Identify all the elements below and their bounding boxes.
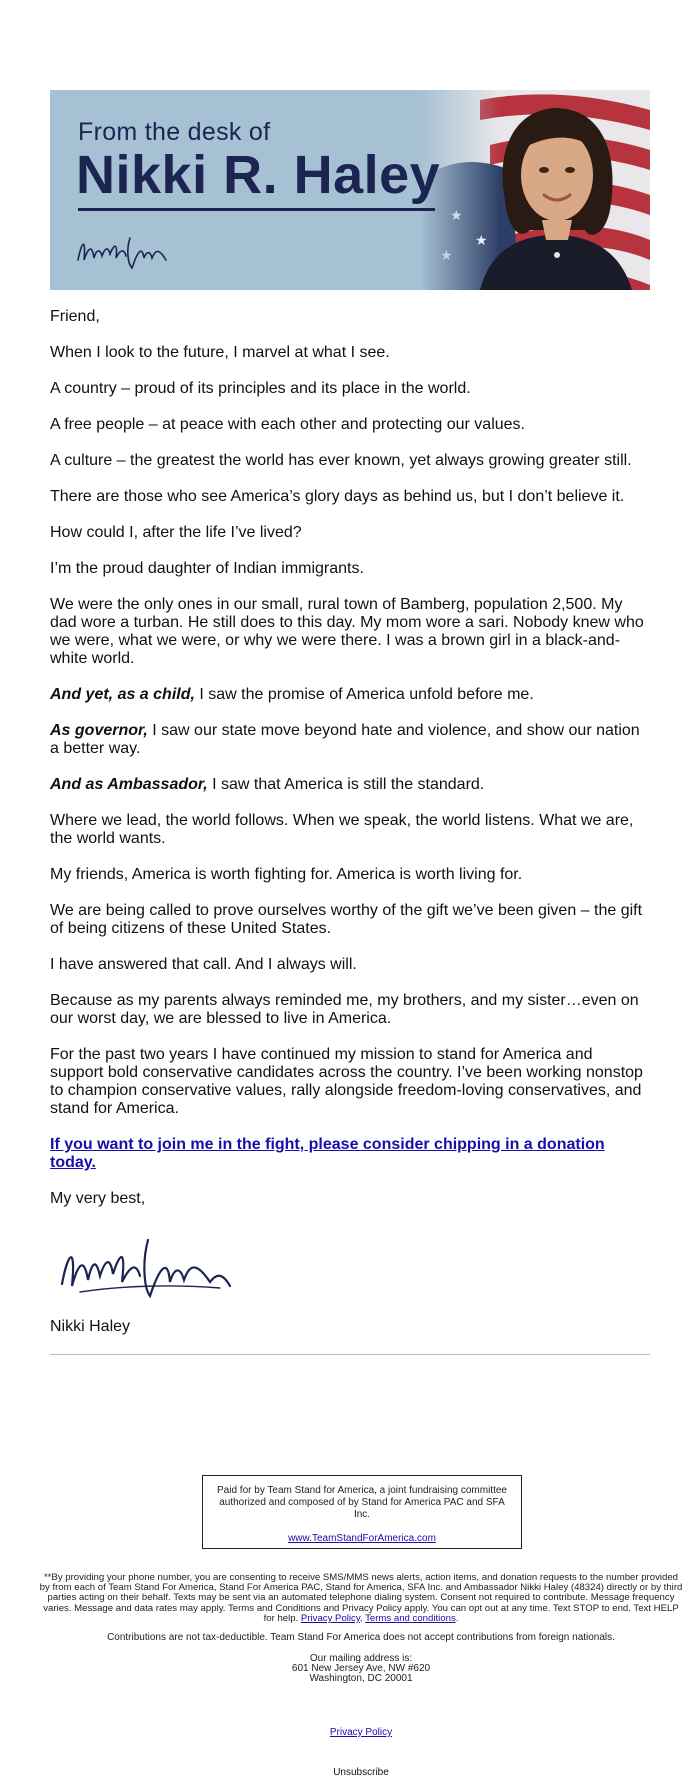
letter-paragraph: Where we lead, the world follows. When we speak, the world listens. What we are, the world wants. [50,812,634,847]
privacy-policy-link[interactable]: Privacy Policy [329,1727,393,1738]
website-link[interactable]: www.TeamStandForAmerica.com [288,1533,436,1544]
legal-period: . [455,1612,459,1624]
emphasis-text: As governor, [50,722,148,739]
address-line2: Washington, DC 20001 [309,1673,413,1684]
legal-privacy-policy-link[interactable]: Privacy Policy [300,1612,360,1624]
content-divider [50,1354,650,1355]
banner-name-text: Nikki R. Haley [76,145,441,205]
letter-paragraph: A free people – at peace with each other and protecting our values. [50,416,525,433]
letter-closing: My very best, [50,1190,146,1207]
terms-conditions-link[interactable]: Terms and conditions [365,1612,456,1624]
letter-paragraph: A culture – the greatest the world has ever known, yet always growing greater still. [50,452,632,469]
paragraph-text: I saw our state move beyond hate and violence, and show our nation a better way. [50,722,640,757]
legal-body: **By providing your phone number, you are consenting to receive SMS/MMS news alerts, action items, and donation requests to the number provided by from each of Team Stand For America, Stand For America PAC, Stand for America, SFA Inc. and Ambassador Nikki Haley (48324) directly or by third parties acting on their behalf. Texts may be sent via an automated telephone dialing system. Consent not required to contribute. Message frequency varies. Message and data rates may apply. Terms and Conditions and Privacy Policy apply. You can opt out at any time. Text STOP to end. Text HELP for help. [39,1572,683,1624]
address-line1: 601 New Jersey Ave, NW #620 [291,1663,431,1674]
letter-paragraph: I have answered that call. And I always will. [50,956,357,973]
letter-paragraph: I’m the proud daughter of Indian immigrants. [50,560,364,577]
unsubscribe-link[interactable]: Unsubscribe [333,1767,389,1778]
letter-paragraph: We were the only ones in our small, rural town of Bamberg, population 2,500. My dad wore a turban. He still does to this day. My mom wore a sari. Nobody knew who we were, what we were, or why we were there. I was a brown girl in a black-and-white world. [50,596,644,667]
nikki-haley-portrait-image [460,90,650,290]
cta-paragraph [50,1136,650,1172]
letter-paragraph [50,776,650,794]
address-label: Our mailing address is: [309,1653,413,1664]
letter-paragraph: There are those who see America’s glory days as behind us, but I don’t believe it. [50,488,625,505]
paragraph-text: I saw that America is still the standard. [207,776,485,793]
sms-legal-text [38,1573,684,1624]
emphasis-text: And yet, as a child, [50,686,195,703]
header-banner [50,90,650,290]
signature-image [50,1226,240,1308]
footer-privacy [38,1727,684,1738]
letter-paragraph: A country – proud of its principles and its place in the world. [50,380,471,397]
banner-rule [78,208,435,211]
letter-paragraph: For the past two years I have continued my mission to stand for America and support bold conservative candidates across the country. I’ve been working nonstop to champion conservative values, rally alongside freedom-loving conservatives, and stand for America. [50,1046,643,1117]
contributions-notice: Contributions are not tax-deductible. Team Stand For America does not accept contributions from foreign nationals. [107,1632,615,1643]
letter-greeting: Friend, [50,308,100,325]
paragraph-text: I saw the promise of America unfold before me. [194,686,534,703]
banner-signature-image [72,230,172,275]
letter-paragraph: We are being called to prove ourselves worthy of the gift we’ve been given – the gift of being citizens of these United States. [50,902,643,937]
letter-paragraph: How could I, after the life I’ve lived? [50,524,302,541]
letter-paragraph [50,686,650,704]
letter-paragraph: Because as my parents always reminded me, my brothers, and my sister…even on our worst day, we are blessed to live in America. [50,992,639,1027]
letter-paragraph: My friends, America is worth fighting for. America is worth living for. [50,866,523,883]
paid-for-text: Paid for by Team Stand for America, a joint fundraising committee authorized and composed of by Stand for America PAC and SFA Inc. [217,1485,507,1520]
letter-paragraph: When I look to the future, I marvel at what I see. [50,344,390,361]
emphasis-text: And as Ambassador, [50,776,208,793]
banner-from-text: From the desk of [78,118,271,146]
legal-separator: , [359,1612,366,1624]
letter-body [50,308,650,1355]
paid-for-disclaimer [202,1475,522,1549]
signer-name: Nikki Haley [50,1318,131,1335]
mailing-address [38,1654,684,1684]
donate-link[interactable]: If you want to join me in the fight, please consider chipping in a donation today. [50,1136,605,1171]
letter-paragraph [50,722,650,758]
email-content [50,90,650,1355]
